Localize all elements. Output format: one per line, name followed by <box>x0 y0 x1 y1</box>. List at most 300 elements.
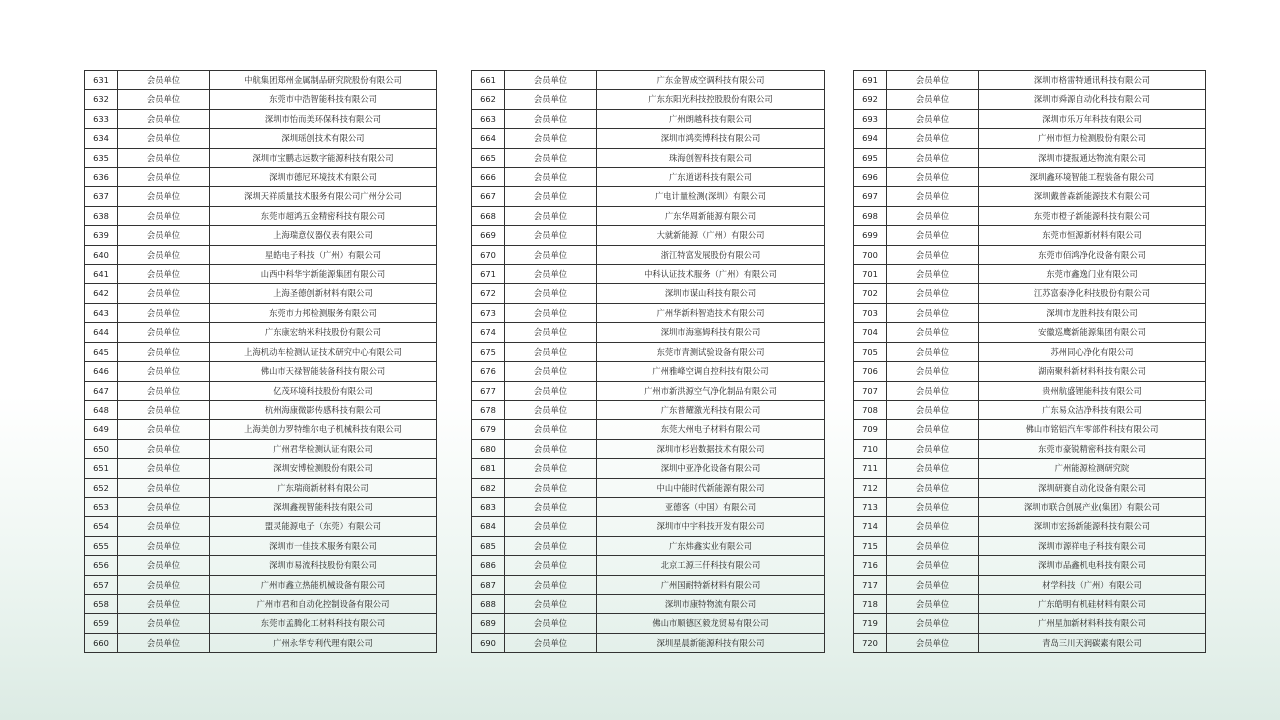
member-type: 会员单位 <box>118 245 210 264</box>
table-row <box>85 226 437 245</box>
company-name: 深圳市联合创展产业(集团）有限公司 <box>979 497 1206 516</box>
table-row <box>472 109 825 128</box>
member-type: 会员单位 <box>118 381 210 400</box>
table-row <box>854 459 1206 478</box>
member-type: 会员单位 <box>887 614 979 633</box>
table-row <box>854 400 1206 419</box>
row-number: 715 <box>854 536 887 555</box>
table-row <box>854 245 1206 264</box>
row-number: 709 <box>854 420 887 439</box>
row-number: 716 <box>854 556 887 575</box>
row-number: 700 <box>854 245 887 264</box>
member-type: 会员单位 <box>505 109 597 128</box>
row-number: 684 <box>472 517 505 536</box>
company-name: 杭州海康微影传感科技有限公司 <box>210 400 437 419</box>
member-type: 会员单位 <box>887 265 979 284</box>
company-name: 深圳市杉岩数据技术有限公司 <box>597 439 825 458</box>
member-table-body <box>472 71 825 653</box>
member-type: 会员单位 <box>505 614 597 633</box>
member-type: 会员单位 <box>118 342 210 361</box>
member-type: 会员单位 <box>118 265 210 284</box>
row-number: 656 <box>85 556 118 575</box>
row-number: 640 <box>85 245 118 264</box>
table-row <box>85 381 437 400</box>
member-type: 会员单位 <box>505 303 597 322</box>
row-number: 654 <box>85 517 118 536</box>
member-type: 会员单位 <box>505 148 597 167</box>
company-name: 东莞市鑫逸门业有限公司 <box>979 265 1206 284</box>
company-name: 深圳安博检测股份有限公司 <box>210 459 437 478</box>
table-row <box>85 187 437 206</box>
member-type: 会员单位 <box>505 245 597 264</box>
table-row <box>854 633 1206 652</box>
table-row <box>472 226 825 245</box>
company-name: 亚德客（中国）有限公司 <box>597 497 825 516</box>
row-number: 666 <box>472 168 505 187</box>
member-type: 会员单位 <box>505 439 597 458</box>
member-type: 会员单位 <box>505 129 597 148</box>
member-type: 会员单位 <box>505 226 597 245</box>
table-row <box>85 148 437 167</box>
company-name: 东莞市恒源新材料有限公司 <box>979 226 1206 245</box>
member-type: 会员单位 <box>118 109 210 128</box>
table-row <box>854 284 1206 303</box>
company-name: 深圳市怡而美环保科技有限公司 <box>210 109 437 128</box>
member-type: 会员单位 <box>118 517 210 536</box>
row-number: 710 <box>854 439 887 458</box>
member-type: 会员单位 <box>887 245 979 264</box>
company-name: 广州市新洪源空气净化制品有限公司 <box>597 381 825 400</box>
table-row <box>85 497 437 516</box>
table-row <box>472 575 825 594</box>
table-row <box>854 71 1206 90</box>
member-type: 会员单位 <box>505 420 597 439</box>
row-number: 685 <box>472 536 505 555</box>
company-name: 广州雅峰空调自控科技有限公司 <box>597 362 825 381</box>
member-type: 会员单位 <box>887 168 979 187</box>
member-type: 会员单位 <box>118 497 210 516</box>
member-type: 会员单位 <box>505 381 597 400</box>
company-name: 上海美创力罗特维尔电子机械科技有限公司 <box>210 420 437 439</box>
company-name: 广东炜鑫实业有限公司 <box>597 536 825 555</box>
row-number: 657 <box>85 575 118 594</box>
table-row <box>472 71 825 90</box>
member-type: 会员单位 <box>118 536 210 555</box>
member-type: 会员单位 <box>505 575 597 594</box>
company-name: 上海瑞意仪器仪表有限公司 <box>210 226 437 245</box>
company-name: 广州星加新材料科技有限公司 <box>979 614 1206 633</box>
company-name: 大就新能源（广州）有限公司 <box>597 226 825 245</box>
row-number: 638 <box>85 206 118 225</box>
company-name: 深圳市源祥电子科技有限公司 <box>979 536 1206 555</box>
member-type: 会员单位 <box>505 206 597 225</box>
row-number: 672 <box>472 284 505 303</box>
row-number: 718 <box>854 594 887 613</box>
table-row <box>854 187 1206 206</box>
row-number: 682 <box>472 478 505 497</box>
company-name: 广州国耐特新材料有限公司 <box>597 575 825 594</box>
table-row <box>85 420 437 439</box>
company-name: 深圳市舜源自动化科技有限公司 <box>979 90 1206 109</box>
member-type: 会员单位 <box>505 556 597 575</box>
table-row <box>472 517 825 536</box>
company-name: 深圳研赛自动化设备有限公司 <box>979 478 1206 497</box>
row-number: 645 <box>85 342 118 361</box>
row-number: 699 <box>854 226 887 245</box>
table-row <box>472 497 825 516</box>
row-number: 650 <box>85 439 118 458</box>
company-name: 深圳市宝鹏志远数字能源科技有限公司 <box>210 148 437 167</box>
table-row <box>472 168 825 187</box>
table-row <box>854 342 1206 361</box>
company-name: 广州永华专利代理有限公司 <box>210 633 437 652</box>
row-number: 649 <box>85 420 118 439</box>
row-number: 651 <box>85 459 118 478</box>
table-row <box>472 245 825 264</box>
member-type: 会员单位 <box>118 459 210 478</box>
table-row <box>854 575 1206 594</box>
member-type: 会员单位 <box>505 323 597 342</box>
row-number: 676 <box>472 362 505 381</box>
table-row <box>854 478 1206 497</box>
row-number: 719 <box>854 614 887 633</box>
row-number: 641 <box>85 265 118 284</box>
table-row <box>85 614 437 633</box>
row-number: 658 <box>85 594 118 613</box>
member-type: 会员单位 <box>887 517 979 536</box>
table-row <box>85 90 437 109</box>
table-row <box>85 439 437 458</box>
row-number: 636 <box>85 168 118 187</box>
member-type: 会员单位 <box>505 497 597 516</box>
row-number: 678 <box>472 400 505 419</box>
member-type: 会员单位 <box>118 303 210 322</box>
member-table-1 <box>84 70 437 653</box>
table-row <box>85 303 437 322</box>
company-name: 深圳市德尼环境技术有限公司 <box>210 168 437 187</box>
company-name: 广州能源检测研究院 <box>979 459 1206 478</box>
row-number: 648 <box>85 400 118 419</box>
member-type: 会员单位 <box>887 284 979 303</box>
row-number: 663 <box>472 109 505 128</box>
table-row <box>854 109 1206 128</box>
row-number: 631 <box>85 71 118 90</box>
company-name: 深圳市中宇科技开发有限公司 <box>597 517 825 536</box>
member-type: 会员单位 <box>118 362 210 381</box>
row-number: 665 <box>472 148 505 167</box>
table-row <box>472 420 825 439</box>
company-name: 佛山市铭铝汽车零部件科技有限公司 <box>979 420 1206 439</box>
row-number: 693 <box>854 109 887 128</box>
member-type: 会员单位 <box>118 594 210 613</box>
table-row <box>854 594 1206 613</box>
row-number: 655 <box>85 536 118 555</box>
table-row <box>472 90 825 109</box>
table-row <box>85 478 437 497</box>
table-row <box>472 303 825 322</box>
row-number: 661 <box>472 71 505 90</box>
table-row <box>472 187 825 206</box>
row-number: 664 <box>472 129 505 148</box>
member-type: 会员单位 <box>118 206 210 225</box>
member-type: 会员单位 <box>887 362 979 381</box>
table-row <box>854 206 1206 225</box>
row-number: 633 <box>85 109 118 128</box>
row-number: 659 <box>85 614 118 633</box>
row-number: 704 <box>854 323 887 342</box>
row-number: 714 <box>854 517 887 536</box>
company-name: 深圳市一佳技术服务有限公司 <box>210 536 437 555</box>
table-row <box>854 439 1206 458</box>
member-type: 会员单位 <box>887 478 979 497</box>
table-row <box>472 556 825 575</box>
company-name: 中航集团郑州金属制品研究院股份有限公司 <box>210 71 437 90</box>
member-type: 会员单位 <box>887 129 979 148</box>
company-name: 深圳市龙胜科技有限公司 <box>979 303 1206 322</box>
table-row <box>472 148 825 167</box>
row-number: 635 <box>85 148 118 167</box>
table-row <box>854 556 1206 575</box>
row-number: 689 <box>472 614 505 633</box>
company-name: 佛山市顺德区毅龙贸易有限公司 <box>597 614 825 633</box>
row-number: 653 <box>85 497 118 516</box>
table-row <box>472 129 825 148</box>
row-number: 675 <box>472 342 505 361</box>
member-type: 会员单位 <box>118 284 210 303</box>
row-number: 697 <box>854 187 887 206</box>
row-number: 691 <box>854 71 887 90</box>
row-number: 681 <box>472 459 505 478</box>
company-name: 广州君华检测认证有限公司 <box>210 439 437 458</box>
member-type: 会员单位 <box>118 90 210 109</box>
row-number: 637 <box>85 187 118 206</box>
company-name: 广州市恒力检测股份有限公司 <box>979 129 1206 148</box>
table-row <box>85 129 437 148</box>
company-name: 东莞大州电子材料有限公司 <box>597 420 825 439</box>
table-row <box>472 362 825 381</box>
company-name: 材学科技（广州）有限公司 <box>979 575 1206 594</box>
row-number: 695 <box>854 148 887 167</box>
row-number: 671 <box>472 265 505 284</box>
table-row <box>854 381 1206 400</box>
company-name: 东莞市橙子新能源科技有限公司 <box>979 206 1206 225</box>
member-table-3 <box>853 70 1206 653</box>
company-name: 广东金智成空调科技有限公司 <box>597 71 825 90</box>
member-type: 会员单位 <box>118 148 210 167</box>
company-name: 深圳市康特物流有限公司 <box>597 594 825 613</box>
table-row <box>472 478 825 497</box>
row-number: 713 <box>854 497 887 516</box>
row-number: 646 <box>85 362 118 381</box>
member-type: 会员单位 <box>505 265 597 284</box>
company-name: 广州市鑫立热能机械设备有限公司 <box>210 575 437 594</box>
company-name: 上海圣德创新材料有限公司 <box>210 284 437 303</box>
table-row <box>472 614 825 633</box>
company-name: 上海机动车检测认证技术研究中心有限公司 <box>210 342 437 361</box>
company-name: 苏州同心净化有限公司 <box>979 342 1206 361</box>
table-row <box>472 633 825 652</box>
company-name: 中科认证技术服务（广州）有限公司 <box>597 265 825 284</box>
company-name: 广东康宏纳米科技股份有限公司 <box>210 323 437 342</box>
member-type: 会员单位 <box>887 303 979 322</box>
row-number: 686 <box>472 556 505 575</box>
table-row <box>854 265 1206 284</box>
company-name: 广东道诺科技有限公司 <box>597 168 825 187</box>
member-type: 会员单位 <box>118 187 210 206</box>
table-row <box>85 400 437 419</box>
table-row <box>85 168 437 187</box>
member-type: 会员单位 <box>887 536 979 555</box>
table-row <box>472 459 825 478</box>
row-number: 711 <box>854 459 887 478</box>
member-type: 会员单位 <box>505 168 597 187</box>
row-number: 680 <box>472 439 505 458</box>
member-type: 会员单位 <box>505 517 597 536</box>
table-row <box>854 148 1206 167</box>
member-type: 会员单位 <box>505 284 597 303</box>
row-number: 673 <box>472 303 505 322</box>
member-type: 会员单位 <box>118 439 210 458</box>
company-name: 深圳瑶创技术有限公司 <box>210 129 437 148</box>
company-name: 珠海创智科技有限公司 <box>597 148 825 167</box>
company-name: 贵州航盛锂能科技有限公司 <box>979 381 1206 400</box>
company-name: 广东瑞商新材料有限公司 <box>210 478 437 497</box>
table-row <box>85 109 437 128</box>
row-number: 696 <box>854 168 887 187</box>
table-row <box>85 594 437 613</box>
table-row <box>854 226 1206 245</box>
member-type: 会员单位 <box>887 90 979 109</box>
company-name: 深圳市品鑫机电科技有限公司 <box>979 556 1206 575</box>
company-name: 江苏富泰净化科技股份有限公司 <box>979 284 1206 303</box>
row-number: 679 <box>472 420 505 439</box>
company-name: 湖南聚科新材料科技有限公司 <box>979 362 1206 381</box>
table-row <box>85 517 437 536</box>
row-number: 670 <box>472 245 505 264</box>
member-type: 会员单位 <box>505 633 597 652</box>
member-type: 会员单位 <box>505 400 597 419</box>
member-table-body <box>854 71 1206 653</box>
company-name: 广东皓明有机硅材料有限公司 <box>979 594 1206 613</box>
member-type: 会员单位 <box>118 575 210 594</box>
row-number: 703 <box>854 303 887 322</box>
row-number: 669 <box>472 226 505 245</box>
member-type: 会员单位 <box>505 478 597 497</box>
table-row <box>472 265 825 284</box>
row-number: 674 <box>472 323 505 342</box>
member-type: 会员单位 <box>505 594 597 613</box>
table-row <box>854 303 1206 322</box>
table-row <box>85 245 437 264</box>
company-name: 盟灵能源电子（东莞）有限公司 <box>210 517 437 536</box>
member-type: 会员单位 <box>118 71 210 90</box>
company-name: 广州华新科智造技术有限公司 <box>597 303 825 322</box>
row-number: 708 <box>854 400 887 419</box>
member-type: 会员单位 <box>118 478 210 497</box>
table-row <box>85 362 437 381</box>
company-name: 广电计量检测(深圳）有限公司 <box>597 187 825 206</box>
member-type: 会员单位 <box>118 614 210 633</box>
table-row <box>854 614 1206 633</box>
company-name: 深圳市谋山科技有限公司 <box>597 284 825 303</box>
row-number: 717 <box>854 575 887 594</box>
company-name: 佛山市天禄智能装备科技有限公司 <box>210 362 437 381</box>
company-name: 广州朗越科技有限公司 <box>597 109 825 128</box>
member-type: 会员单位 <box>505 71 597 90</box>
table-row <box>854 90 1206 109</box>
member-type: 会员单位 <box>118 168 210 187</box>
member-type: 会员单位 <box>118 129 210 148</box>
company-name: 北京工源三仟科技有限公司 <box>597 556 825 575</box>
row-number: 660 <box>85 633 118 652</box>
table-row <box>85 323 437 342</box>
row-number: 701 <box>854 265 887 284</box>
row-number: 692 <box>854 90 887 109</box>
row-number: 677 <box>472 381 505 400</box>
row-number: 668 <box>472 206 505 225</box>
table-row <box>472 284 825 303</box>
row-number: 642 <box>85 284 118 303</box>
company-name: 山西中科华宇新能源集团有限公司 <box>210 265 437 284</box>
member-type: 会员单位 <box>505 536 597 555</box>
member-type: 会员单位 <box>887 187 979 206</box>
member-type: 会员单位 <box>887 109 979 128</box>
company-name: 东莞市佰鸿净化设备有限公司 <box>979 245 1206 264</box>
row-number: 667 <box>472 187 505 206</box>
row-number: 647 <box>85 381 118 400</box>
company-name: 深圳市乐万年科技有限公司 <box>979 109 1206 128</box>
company-name: 广东华周新能源有限公司 <box>597 206 825 225</box>
company-name: 广州市君和自动化控制设备有限公司 <box>210 594 437 613</box>
company-name: 深圳鑫视智能科技有限公司 <box>210 497 437 516</box>
table-row <box>85 284 437 303</box>
row-number: 662 <box>472 90 505 109</box>
table-row <box>472 381 825 400</box>
company-name: 深圳天祥质量技术服务有限公司广州分公司 <box>210 187 437 206</box>
table-row <box>854 129 1206 148</box>
table-row <box>85 633 437 652</box>
company-name: 广东东阳光科技控股股份有限公司 <box>597 90 825 109</box>
member-type: 会员单位 <box>505 459 597 478</box>
company-name: 东莞市豪锐精密科技有限公司 <box>979 439 1206 458</box>
row-number: 690 <box>472 633 505 652</box>
company-name: 浙江特富发展股份有限公司 <box>597 245 825 264</box>
company-name: 深圳市宏扬新能源科技有限公司 <box>979 517 1206 536</box>
member-type: 会员单位 <box>887 594 979 613</box>
table-row <box>472 323 825 342</box>
row-number: 712 <box>854 478 887 497</box>
member-type: 会员单位 <box>505 342 597 361</box>
table-row <box>854 168 1206 187</box>
row-number: 632 <box>85 90 118 109</box>
company-name: 星皓电子科技（广州）有限公司 <box>210 245 437 264</box>
member-type: 会员单位 <box>887 71 979 90</box>
company-name: 东莞市超鸿五金精密科技有限公司 <box>210 206 437 225</box>
member-type: 会员单位 <box>505 362 597 381</box>
row-number: 644 <box>85 323 118 342</box>
row-number: 652 <box>85 478 118 497</box>
table-row <box>85 342 437 361</box>
member-type: 会员单位 <box>887 575 979 594</box>
company-name: 安徽巡鹰新能源集团有限公司 <box>979 323 1206 342</box>
row-number: 705 <box>854 342 887 361</box>
company-name: 深圳鑫环境智能工程装备有限公司 <box>979 168 1206 187</box>
member-type: 会员单位 <box>887 633 979 652</box>
row-number: 694 <box>854 129 887 148</box>
company-name: 东莞市中浩智能科技有限公司 <box>210 90 437 109</box>
table-row <box>472 536 825 555</box>
member-type: 会员单位 <box>887 148 979 167</box>
